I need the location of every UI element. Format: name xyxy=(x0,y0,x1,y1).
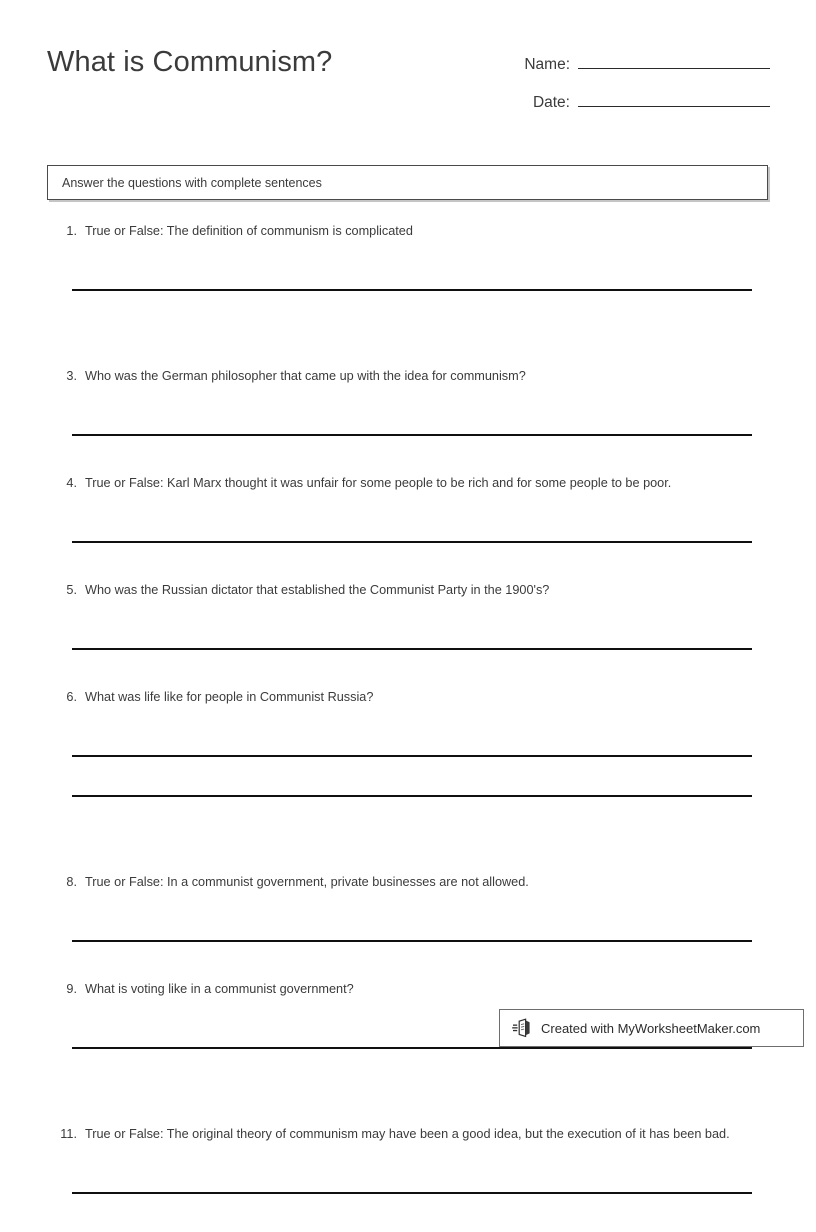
answer-area[interactable] xyxy=(0,493,816,543)
answer-area[interactable] xyxy=(0,892,816,942)
worksheet-header xyxy=(0,0,816,140)
question-text: What was life like for people in Communist Russia? xyxy=(85,690,374,704)
answer-area[interactable] xyxy=(0,600,816,650)
question-head xyxy=(0,367,816,386)
date-row xyxy=(470,88,770,126)
question-spacer xyxy=(0,797,816,873)
question-head xyxy=(0,1125,816,1144)
answer-line[interactable] xyxy=(72,503,752,543)
question-text: What is voting like in a communist government? xyxy=(85,982,354,996)
question-head xyxy=(0,474,816,493)
question-item xyxy=(0,581,816,688)
answer-line[interactable] xyxy=(72,902,752,942)
answer-line[interactable] xyxy=(72,1154,752,1194)
question-text: True or False: The original theory of communism may have been a good idea, but the execution of it has been bad. xyxy=(85,1127,730,1141)
question-text: True or False: The definition of communism is complicated xyxy=(85,224,413,238)
instructions-text: Answer the questions with complete sentences xyxy=(62,175,322,190)
question-head xyxy=(0,222,816,241)
question-item xyxy=(0,474,816,581)
question-number: 3. xyxy=(66,369,77,383)
question-spacer xyxy=(0,543,816,581)
question-item xyxy=(0,222,816,367)
question-item xyxy=(0,688,816,873)
answer-area[interactable] xyxy=(0,707,816,797)
answer-area[interactable] xyxy=(0,1144,816,1194)
name-row xyxy=(470,50,770,88)
question-spacer xyxy=(0,1194,816,1232)
question-spacer xyxy=(0,650,816,688)
question-spacer xyxy=(0,942,816,980)
question-item xyxy=(0,873,816,980)
question-number: 8. xyxy=(66,875,77,889)
question-head xyxy=(0,581,816,600)
question-number: 4. xyxy=(66,476,77,490)
question-head xyxy=(0,980,816,999)
question-text: Who was the German philosopher that came up with the idea for communism? xyxy=(85,369,526,383)
question-text: Who was the Russian dictator that established the Communist Party in the 1900's? xyxy=(85,583,550,597)
answer-area[interactable] xyxy=(0,241,816,291)
name-input[interactable] xyxy=(578,50,770,69)
page-title: What is Communism? xyxy=(47,46,333,78)
question-item xyxy=(0,980,816,1125)
question-number: 11. xyxy=(60,1127,77,1141)
name-date-block xyxy=(470,50,770,126)
question-number: 9. xyxy=(66,982,77,996)
footer-attribution-text: Created with MyWorksheetMaker.com xyxy=(541,1020,761,1036)
answer-area[interactable] xyxy=(0,386,816,436)
question-item xyxy=(0,367,816,474)
answer-line[interactable] xyxy=(72,757,752,797)
name-label: Name: xyxy=(524,56,570,73)
answer-line[interactable] xyxy=(72,717,752,757)
question-spacer xyxy=(0,1049,816,1125)
question-spacer xyxy=(0,291,816,367)
date-input[interactable] xyxy=(578,88,770,107)
question-spacer xyxy=(0,436,816,474)
questions-list xyxy=(0,222,816,1232)
date-label: Date: xyxy=(532,94,570,111)
question-text: True or False: In a communist government, private businesses are not allowed. xyxy=(85,875,529,889)
answer-line[interactable] xyxy=(72,610,752,650)
question-number: 6. xyxy=(66,690,77,704)
question-head xyxy=(0,873,816,892)
answer-line[interactable] xyxy=(72,251,752,291)
question-number: 1. xyxy=(66,224,77,238)
question-item xyxy=(0,1125,816,1232)
question-head xyxy=(0,688,816,707)
footer-attribution-badge[interactable] xyxy=(499,1009,804,1047)
instructions-box xyxy=(47,165,768,200)
question-number: 5. xyxy=(66,583,77,597)
worksheet-maker-logo-icon xyxy=(512,1017,534,1039)
answer-line[interactable] xyxy=(72,396,752,436)
question-text: True or False: Karl Marx thought it was unfair for some people to be rich and for some people to be poor. xyxy=(85,476,672,490)
